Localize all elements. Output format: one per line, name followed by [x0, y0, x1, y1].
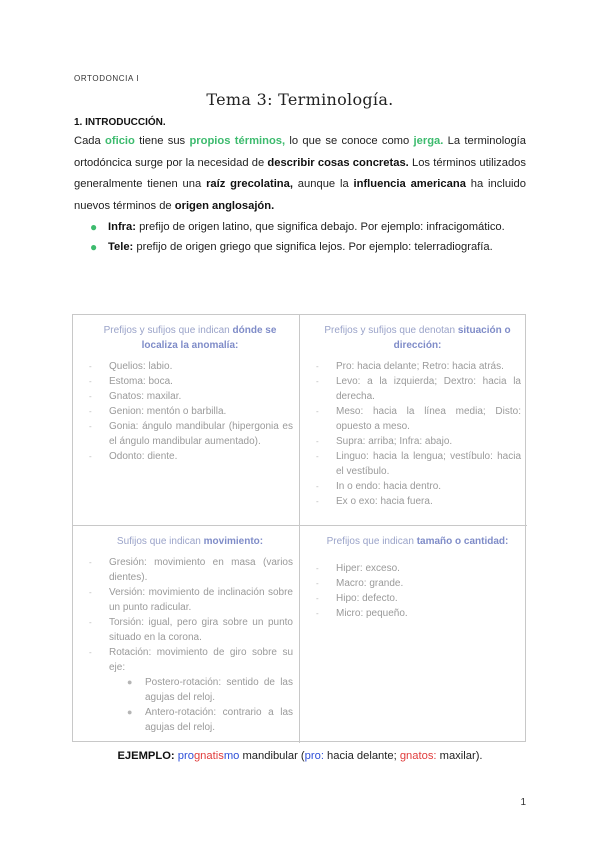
list-item: - Gnatos: maxilar. — [89, 391, 182, 402]
table-cell-movement — [73, 526, 300, 743]
list-item: - Macro: grande. — [316, 578, 404, 589]
list-item: - Genion: mentón o barbilla. — [89, 406, 227, 417]
list-item: - Gresión: movimiento en masa (varios dientes). — [89, 557, 293, 583]
page-title: Tema 3: Terminología. — [206, 90, 394, 109]
list-item: - Quelios: labio. — [89, 361, 173, 372]
list-item: - Estoma: boca. — [89, 376, 173, 387]
list-item: - Rotación: movimiento de giro sobre su eje: ● Postero-rotación: sentido de las agujas del reloj. ● Antero-rotación: contrario a las agujas del reloj. — [89, 647, 293, 733]
list-item: - Meso: hacia la línea media; Disto: opuesto a meso. — [316, 406, 521, 432]
bullet-infra: ● Infra: prefijo de origen latino, que significa debajo. Por ejemplo: infracigomático. — [88, 218, 528, 238]
page-number: 1 — [520, 797, 526, 808]
bullet-dot-icon: ● — [90, 220, 98, 234]
section-title: 1. INTRODUCCIÓN. — [74, 117, 166, 128]
cell-list — [314, 359, 521, 509]
cell-title: Prefijos y sufijos que denotan situación o dirección: — [324, 325, 511, 351]
list-item: - Pro: hacia delante; Retro: hacia atrás. — [316, 361, 504, 372]
cell-title: Prefijos que indican tamaño o cantidad: — [326, 536, 509, 547]
list-item: - In o endo: hacia dentro. — [316, 481, 442, 492]
running-header: ORTODONCIA I — [74, 74, 140, 83]
list-item: - Levo: a la izquierda; Dextro: hacia la derecha. — [316, 376, 521, 402]
list-item: - Torsión: igual, pero gira sobre un punto situado en la corona. — [89, 617, 293, 643]
terminology-table — [72, 314, 526, 742]
list-item: - Linguo: hacia la lengua; vestíbulo: hacia el vestíbulo. — [316, 451, 521, 477]
cell-list — [87, 359, 293, 464]
sub-list-item: ● Postero-rotación: sentido de las agujas del reloj. — [127, 677, 293, 703]
cell-list — [314, 561, 521, 621]
table-cell-location — [73, 315, 300, 526]
list-item: - Supra: arriba; Infra: abajo. — [316, 436, 453, 447]
cell-list — [87, 555, 293, 735]
list-item: - Hipo: defecto. — [316, 593, 398, 604]
bullet-tele: ● Tele: prefijo de origen griego que significa lejos. Por ejemplo: telerradiografía. — [88, 238, 528, 258]
sub-list — [109, 675, 293, 735]
cell-title: Sufijos que indican movimiento: — [116, 536, 264, 547]
bullet-dot-icon: ● — [90, 239, 98, 254]
table-cell-direction — [300, 315, 527, 526]
list-item: - Micro: pequeño. — [316, 608, 408, 619]
table-cell-size — [300, 526, 527, 743]
list-item: - Ex o exo: hacia fuera. — [316, 496, 433, 507]
cell-title: Prefijos y sufijos que indican dónde se localiza la anomalía: — [103, 325, 277, 351]
sub-list-item: ● Antero-rotación: contrario a las agujas del reloj. — [127, 707, 293, 733]
bullet-list — [88, 218, 528, 257]
example-line: EJEMPLO: prognatismo mandibular (pro: hacia delante; gnatos: maxilar). — [117, 750, 483, 762]
list-item: - Gonia: ángulo mandibular (hipergonia es el ángulo mandibular aumentado). — [89, 421, 293, 447]
list-item: - Versión: movimiento de inclinación sobre un punto radicular. — [89, 587, 293, 613]
intro-paragraph: Cada oficio tiene sus propios términos, lo que se conoce como jerga. La terminología ortodóncica surge por la necesidad de describir cosas concretas. Los términos utilizados generalmente tienen una raíz grecolatina, aunque la influencia americana ha incluido nuevos términos de origen anglosajón. — [74, 135, 526, 212]
list-item: - Hiper: exceso. — [316, 563, 400, 574]
list-item: - Odonto: diente. — [89, 451, 178, 462]
